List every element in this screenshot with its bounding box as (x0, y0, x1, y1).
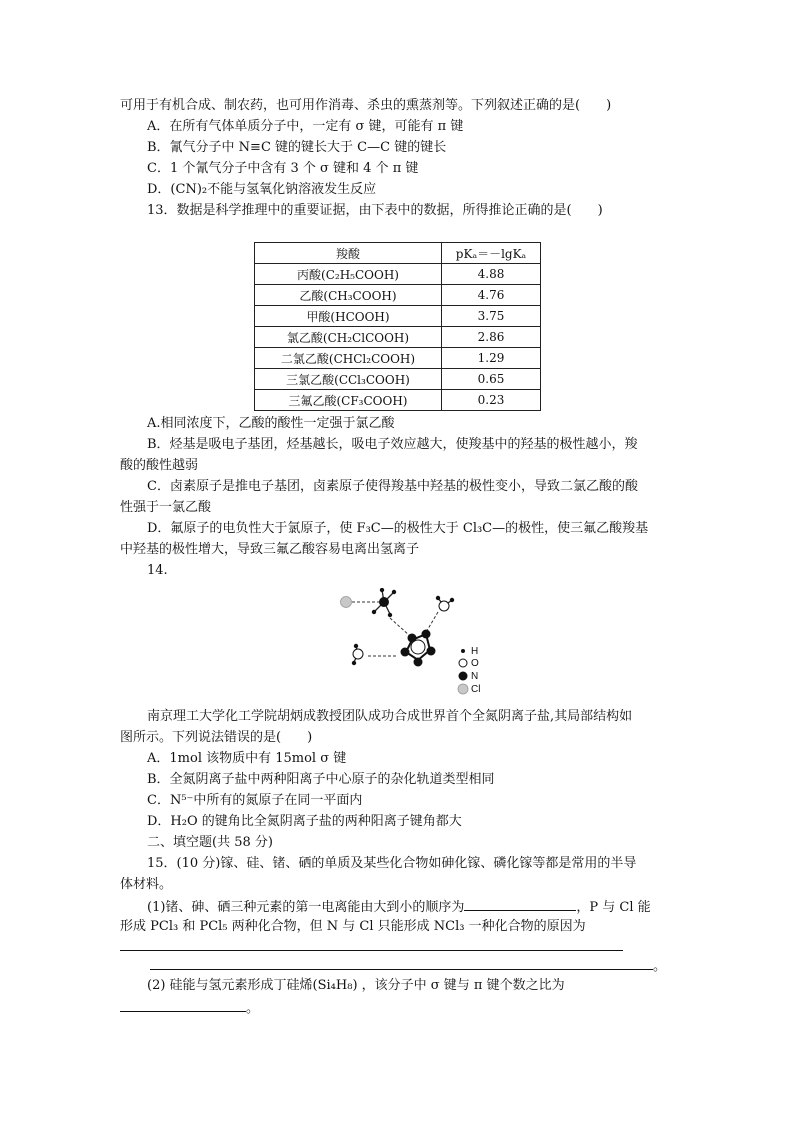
table-row (255, 348, 541, 369)
table-header-pka: pKₐ＝－lgKₐ (442, 243, 541, 264)
table-row (255, 390, 541, 411)
q14-option-b: B．全氮阴离子盐中两种阳离子中心原子的杂化轨道类型相同 (147, 772, 495, 787)
acid-pka: 4.76 (442, 285, 541, 306)
acid-name: 乙酸(CH₃COOH) (255, 285, 442, 306)
oxygen-atom (353, 649, 363, 659)
q13-option-b-cont: 酸的酸性越弱 (120, 458, 199, 473)
hydrogen-atom (436, 596, 440, 600)
legend-n-label: N (471, 671, 479, 682)
acid-name: 甲酸(HCOOH) (255, 306, 442, 327)
answer-blank-reason-line2[interactable] (150, 955, 653, 970)
q13-option-d: D．氟原子的电负性大于氯原子，使 F₃C—的极性大于 Cl₃C—的极性，使三氟乙酸羧基 (147, 521, 649, 536)
legend-n-swatch (459, 672, 468, 681)
answer-blank-bond-ratio[interactable] (120, 997, 246, 1012)
table-row (255, 327, 541, 348)
table-row (255, 264, 541, 285)
atom-legend (458, 646, 480, 695)
hydrogen-atom (354, 644, 358, 648)
hydrogen-atom (450, 598, 454, 602)
table-row (255, 285, 541, 306)
q14-stem-2: 图所示。下列说法错误的是( ) (120, 730, 313, 745)
q14-option-c: C．N⁵⁻中所有的氮原子在同一平面内 (147, 793, 363, 808)
table-header-row (255, 243, 541, 264)
chlorine-atom (341, 597, 352, 608)
q12-stem: 可用于有机合成、制农药，也可用作消毒、杀虫的熏蒸剂等。下列叙述正确的是( ) (120, 98, 612, 113)
q15-part2-line2 (120, 997, 676, 1019)
legend-o-label: O (471, 658, 479, 669)
pentazolate-ring (401, 630, 436, 667)
hydrogen-atom (372, 610, 376, 614)
acid-name: 氯乙酸(CH₂ClCOOH) (255, 327, 442, 348)
acid-pka: 2.86 (442, 327, 541, 348)
q14-number: 14. (147, 563, 168, 578)
acid-pka: 0.65 (442, 369, 541, 390)
q15-intro-1: 15．(10 分)镓、硅、锗、硒的单质及某些化合物如砷化镓、磷化镓等都是常用的半导 (147, 856, 637, 871)
hydrogen-atom (392, 590, 396, 594)
legend-h-swatch (461, 649, 465, 653)
acid-name: 二氯乙酸(CHCl₂COOH) (255, 348, 442, 369)
legend-h-label: H (471, 646, 479, 657)
q12-option-a: A．在所有气体单质分子中，一定有 σ 键，可能有 π 键 (147, 119, 464, 134)
q13-option-b: B．烃基是吸电子基团，烃基越长，吸电子效应越大，使羧基中的羟基的极性越小，羧 (147, 437, 638, 452)
oxygen-atom (439, 601, 449, 611)
q14-stem-1: 南京理工大学化工学院胡炳成教授团队成功合成世界首个全氮阴离子盐,其局部结构如 (147, 709, 633, 724)
q15-part2-end: 。 (246, 1001, 260, 1016)
answer-blank-ionization-order[interactable] (464, 896, 576, 911)
section-heading: 二、填空题(共 58 分) (147, 835, 273, 850)
acid-name: 丙酸(C₂H₅COOH) (255, 264, 442, 285)
q15-part1-end: 。 (653, 959, 667, 974)
q13-stem: 13．数据是科学推理中的重要证据，由下表中的数据，所得推论正确的是( ) (147, 203, 603, 218)
table-row (255, 369, 541, 390)
acid-pka: 1.29 (442, 348, 541, 369)
hydrogen-atom (380, 588, 384, 592)
hydrogen-atom (352, 661, 356, 665)
molecule-structure-figure (330, 588, 500, 700)
legend-cl-swatch (458, 684, 468, 694)
acid-name: 三氟乙酸(CF₃COOH) (255, 390, 442, 411)
q13-option-d-cont: 中羟基的极性增大，导致三氟乙酸容易电离出氢离子 (120, 542, 420, 557)
acid-table (254, 242, 541, 411)
q12-option-b: B．氰气分子中 N≡C 键的键长大于 C—C 键的键长 (147, 140, 447, 155)
legend-o-swatch (459, 659, 467, 667)
q15-part1-text-a: (1)锗、砷、硒三种元素的第一电离能由大到小的顺序为 (147, 900, 465, 915)
legend-cl-label: Cl (471, 684, 481, 695)
q14-option-a: A．1mol 该物质中有 15mol σ 键 (147, 751, 347, 766)
acid-pka: 3.75 (442, 306, 541, 327)
q15-part1-line1 (147, 896, 676, 918)
hydrogen-atom (388, 613, 392, 617)
q15-intro-2: 体材料。 (120, 877, 173, 892)
q13-option-c-cont: 性强于一氯乙酸 (120, 500, 212, 515)
q12-option-d: D．(CN)₂不能与氢氧化钠溶液发生反应 (147, 182, 377, 197)
q15-part1-line2: 形成 PCl₃ 和 PCl₅ 两种化合物，但 N 与 Cl 只能形成 NCl₃ 一种化合物的原因为 (120, 919, 586, 934)
q14-option-d: D．H₂O 的键角比全氮阴离子盐的两种阳离子键角都大 (147, 814, 462, 829)
answer-blank-reason-line1[interactable] (120, 950, 623, 951)
q13-option-a: A.相同浓度下，乙酸的酸性一定强于氯乙酸 (147, 416, 395, 431)
nitrogen-atom (379, 597, 389, 607)
q12-option-c: C．1 个氰气分子中含有 3 个 σ 键和 4 个 π 键 (147, 161, 419, 176)
table-row (255, 306, 541, 327)
acid-pka: 4.88 (442, 264, 541, 285)
acid-pka: 0.23 (442, 390, 541, 411)
q15-part1-text-b: ，P 与 Cl 能 (576, 900, 651, 915)
table-header-acid: 羧酸 (255, 243, 442, 264)
q15-part1-line4 (150, 955, 676, 977)
q13-option-c: C．卤素原子是推电子基团，卤素原子使得羧基中羟基的极性变小，导致二氯乙酸的酸 (147, 479, 638, 494)
q15-part2-line1: (2) 硅能与氢元素形成丁硅烯(Si₄H₈) ，该分子中 σ 键与 π 键个数之比为 (147, 978, 565, 993)
acid-name: 三氯乙酸(CCl₃COOH) (255, 369, 442, 390)
